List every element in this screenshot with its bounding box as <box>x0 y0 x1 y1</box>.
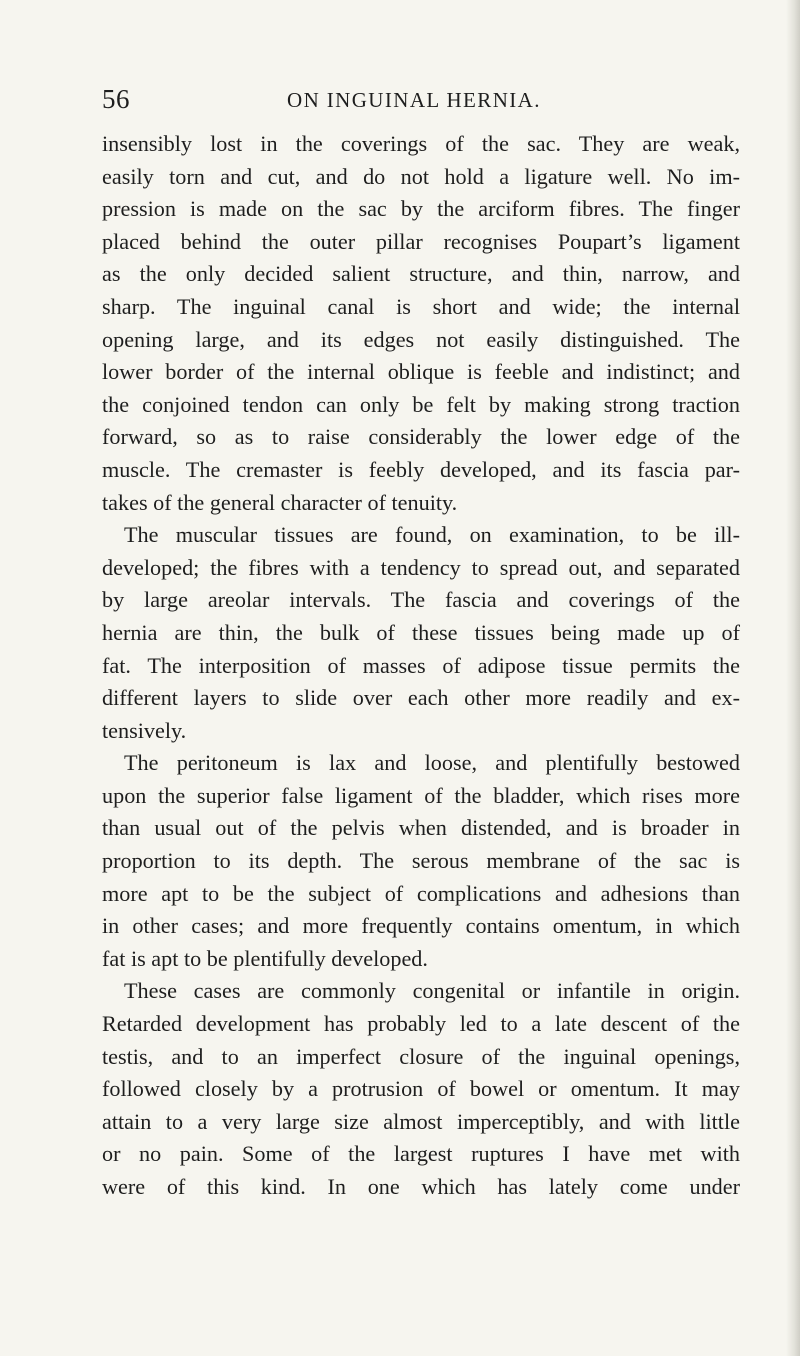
page-number: 56 <box>102 84 130 114</box>
running-head: ON INGUINAL HERNIA. <box>287 88 541 112</box>
text-line: hernia are thin, the bulk of these tissues being made up of <box>102 619 740 645</box>
text-line: testis, and to an imperfect closure of the inguinal openings, <box>102 1043 740 1069</box>
text-line: lower border of the internal oblique is feeble and indistinct; and <box>102 359 740 385</box>
paragraph-4 <box>102 975 740 1203</box>
text-line: were of this kind. In one which has lately come under <box>102 1174 740 1199</box>
text-line: different layers to slide over each other more readily and ex- <box>102 685 740 711</box>
text-line: placed behind the outer pillar recognises Poupart’s ligament <box>102 228 740 254</box>
text-line: tensively. <box>102 717 187 743</box>
text-line: muscle. The cremaster is feebly developed, and its fascia par- <box>102 456 740 482</box>
paragraph-3 <box>102 747 740 975</box>
text-line: than usual out of the pelvis when distended, and is broader in <box>102 815 740 841</box>
text-line: proportion to its depth. The serous membrane of the sac is <box>102 848 740 874</box>
text-line: easily torn and cut, and do not hold a ligature well. No im- <box>102 163 740 189</box>
text-line: opening large, and its edges not easily distinguished. The <box>102 326 740 352</box>
text-line: developed; the fibres with a tendency to spread out, and separated <box>102 554 740 580</box>
text-line: forward, so as to raise considerably the lower edge of the <box>102 424 740 450</box>
text-line: sharp. The inguinal canal is short and wide; the internal <box>102 293 740 319</box>
text-line: more apt to be the subject of complications and adhesions than <box>102 880 740 906</box>
text-line: The peritoneum is lax and loose, and plentifully bestowed <box>124 750 740 776</box>
paragraph-2 <box>102 519 740 747</box>
text-line: takes of the general character of tenuity. <box>102 489 458 515</box>
text-line: or no pain. Some of the largest ruptures I have met with <box>102 1141 740 1167</box>
text-line: by large areolar intervals. The fascia and coverings of the <box>102 587 740 613</box>
text-line: upon the superior false ligament of the bladder, which rises more <box>102 782 740 808</box>
text-line: followed closely by a protrusion of bowel or omentum. It may <box>102 1076 740 1102</box>
text-line: insensibly lost in the coverings of the sac. They are weak, <box>102 131 740 156</box>
text-line: the conjoined tendon can only be felt by making strong traction <box>102 391 740 417</box>
page-header <box>102 84 740 124</box>
text-line: fat. The interposition of masses of adipose tissue permits the <box>102 652 740 678</box>
paragraph-1 <box>102 128 740 519</box>
text-line: The muscular tissues are found, on examination, to be ill- <box>124 522 740 548</box>
text-line: pression is made on the sac by the arciform fibres. The finger <box>102 196 740 222</box>
text-line: fat is apt to be plentifully developed. <box>102 945 428 971</box>
text-line: These cases are commonly congenital or infantile in origin. <box>124 978 740 1004</box>
page-edge-shadow <box>786 0 800 1356</box>
text-line: Retarded development has probably led to a late descent of the <box>102 1011 740 1037</box>
text-line: attain to a very large size almost imperceptibly, and with little <box>102 1108 740 1134</box>
body-text <box>102 128 740 1204</box>
text-line: in other cases; and more frequently contains omentum, in which <box>102 913 740 939</box>
text-line: as the only decided salient structure, and thin, narrow, and <box>102 261 740 287</box>
